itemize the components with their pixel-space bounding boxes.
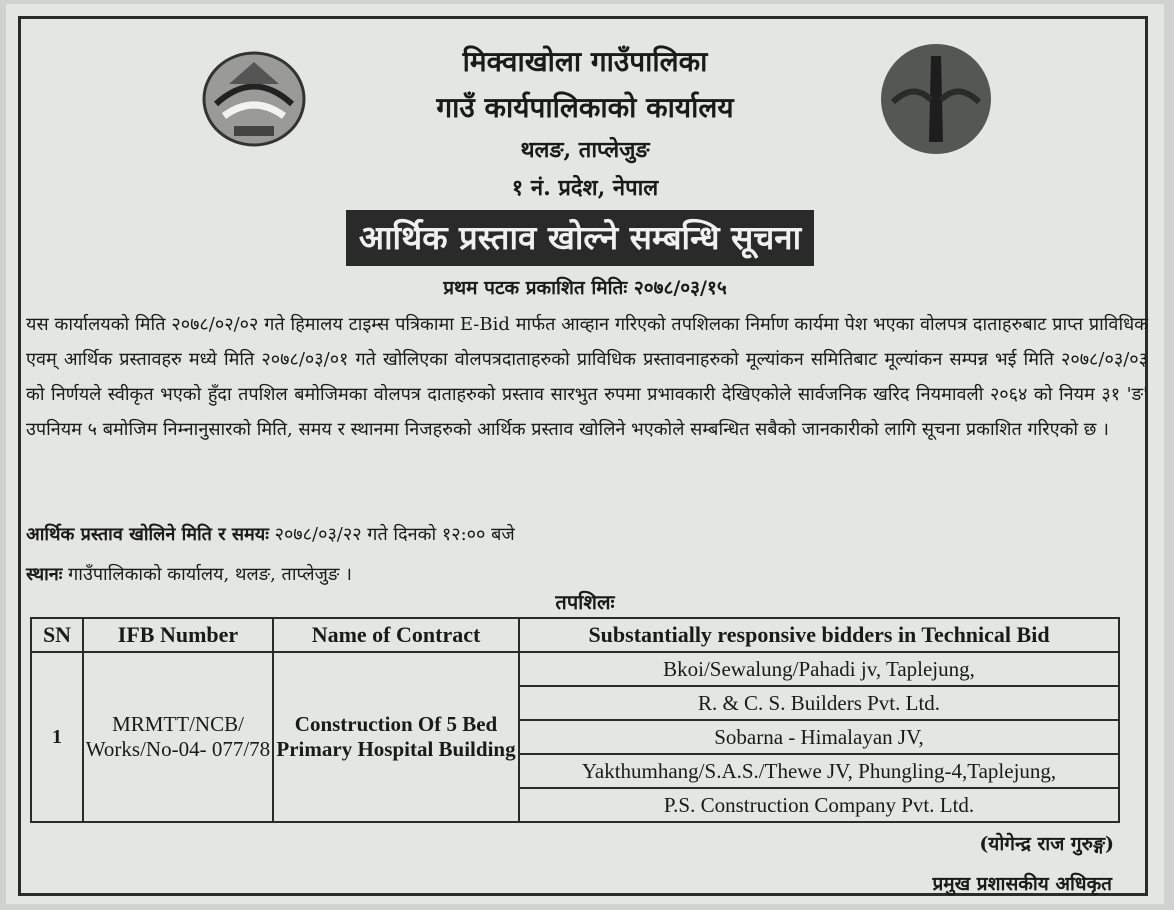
newspaper-page [6, 4, 1164, 904]
header-contract-name: Name of Contract [273, 618, 519, 652]
cell-sn: 1 [31, 652, 83, 822]
bidder-cell: Bkoi/Sewalung/Pahadi jv, Taplejung, [519, 652, 1119, 686]
cell-contract-name: Construction Of 5 Bed Primary Hospital Building [273, 652, 519, 822]
location-value: गाउँपालिकाको कार्यालय, थलङ, ताप्लेजुङ । [62, 564, 352, 585]
location-label: स्थानः [26, 564, 63, 585]
table-caption: तपशिलः [555, 590, 615, 614]
opening-time-label: आर्थिक प्रस्ताव खोलिने मिति र समयः [26, 524, 269, 545]
bidder-cell: Yakthumhang/S.A.S./Thewe JV, Phungling-4,Taplejung, [519, 754, 1119, 788]
header-sn: SN [31, 618, 83, 652]
notice-paragraph: यस कार्यालयको मिति २०७८/०२/०२ गते हिमालय टाइम्स पत्रिकामा E-Bid मार्फत आव्हान गरिएको तपशिलका निर्माण कार्यमा पेश भएका वोलपत्र दाताहरुबाट प्राप्त प्राविधिक एवम् आर्थिक प्रस्तावहरु मध्ये मिति २०७८/०३/०१ गते खोलिएका वोलपत्रदाताहरुको प्राविधिक प्रस्तावनाहरुको मूल्यांकन समितिबाट मूल्यांकन सम्पन्न भई मिति २०७८/०३/०३ को निर्णयले स्वीकृत भएको हुँदा तपशिल बमोजिमका वोलपत्र दाताहरुको प्रस्ताव सारभुत रुपमा प्रभावकारी देखिएकोले सार्वजनिक खरिद नियमावली २०६४ को नियम ३१ 'ङ' उपनियम ५ बमोजिम निम्नानुसारको मिति, समय र स्थानमा निजहरुको आर्थिक प्रस्ताव खोलिने भएकोले सम्बन्धित सबैको जानकारीको लागि सूचना प्रकाशित गरिएको छ । [26, 314, 1148, 440]
location-line [26, 562, 352, 586]
header-bidders: Substantially responsive bidders in Technical Bid [519, 618, 1119, 652]
opening-time-line [26, 522, 515, 546]
bidders-table [30, 617, 1120, 823]
notice-body [26, 307, 1148, 447]
notice-title: आर्थिक प्रस्ताव खोल्ने सम्बन्धि सूचना [346, 210, 814, 266]
bidder-cell: P.S. Construction Company Pvt. Ltd. [519, 788, 1119, 822]
office-name: गाउँ कार्यपालिकाको कार्यालय [436, 91, 734, 124]
signatory-name: (योगेन्द्र राज गुरुङ्ग) [979, 833, 1114, 855]
municipality-name: मिक्वाखोला गाउँपालिका [462, 45, 708, 78]
header-ifb-number: IFB Number [83, 618, 273, 652]
published-date: प्रथम पटक प्रकाशित मितिः २०७८/०३/१५ [443, 277, 727, 299]
signatory-designation: प्रमुख प्रशासकीय अधिकृत [932, 873, 1112, 895]
province-name: १ नं. प्रदेश, नेपाल [511, 175, 659, 201]
table-row [31, 652, 1119, 686]
cell-ifb-number: MRMTT/NCB/ Works/No-04- 077/78 [83, 652, 273, 822]
table-header-row [31, 618, 1119, 652]
bidder-cell: R. & C. S. Builders Pvt. Ltd. [519, 686, 1119, 720]
bidder-cell: Sobarna - Himalayan JV, [519, 720, 1119, 754]
opening-time-value: २०७८/०३/२२ गते दिनको १२:०० बजे [268, 524, 515, 545]
office-address: थलङ, ताप्लेजुङ [520, 137, 650, 163]
